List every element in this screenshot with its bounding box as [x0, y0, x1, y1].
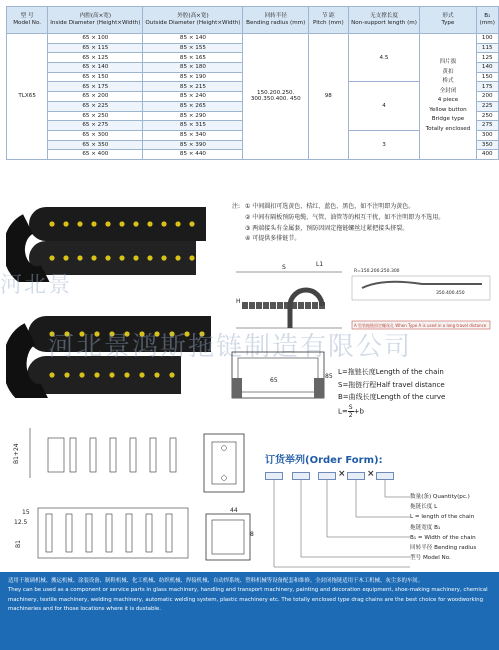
watermark-text: 河北景鸿斯拖链制造有限公司	[48, 332, 413, 362]
link-outline	[70, 438, 76, 472]
cell-outer: 85 × 155	[143, 43, 243, 53]
cell-b1: 140	[476, 63, 498, 73]
chain-link	[242, 302, 248, 309]
dim-l1: L1	[316, 261, 324, 268]
type-line: 全封闭	[439, 87, 457, 94]
notes-block	[232, 202, 494, 245]
order-line: B₁ = Width of the chain	[410, 534, 476, 541]
cell-outer: 85 × 165	[143, 53, 243, 63]
chain-button-dot	[119, 255, 124, 260]
chain-side-diagram	[232, 258, 496, 338]
order-x-1: ×	[338, 469, 346, 479]
chain-button-dot	[63, 221, 68, 226]
col-header-b1: B₁ (mm)	[476, 7, 498, 34]
cell-b1: 200	[476, 92, 498, 102]
dim-12-5: 12.5	[14, 519, 28, 526]
cell-outer: 85 × 240	[143, 92, 243, 102]
cell-outer: 85 × 390	[143, 140, 243, 150]
cell-length: 4	[348, 82, 420, 130]
cell-inner: 65 × 300	[48, 130, 143, 140]
order-box-width	[318, 472, 336, 480]
spec-table	[6, 6, 499, 160]
link-outline	[146, 514, 152, 552]
callout-red: A 型装拖链固定螺丝孔 When Type A is used in a long travel distance	[354, 323, 487, 328]
type-line: 4 piece	[437, 97, 459, 104]
cell-outer: 85 × 440	[143, 150, 243, 160]
note-item: ③ 两端接头有金属套，预防因固定拖链螺丝过紧把接头挤裂。	[245, 224, 409, 232]
bottom-view-drawing	[10, 500, 200, 570]
chain-link	[312, 302, 318, 309]
chain-button-dot	[154, 372, 159, 377]
chain-button-dot	[147, 255, 152, 260]
cell-b1: 125	[476, 53, 498, 63]
chain-link	[256, 302, 262, 309]
cell-inner: 65 × 140	[48, 63, 143, 73]
chain-button-dot	[79, 372, 84, 377]
cell-inner: 65 × 350	[48, 140, 143, 150]
chain-button-dot	[139, 372, 144, 377]
order-form-title: 订货举列(Order Form):	[265, 455, 383, 466]
chain-button-dot	[109, 372, 114, 377]
table-body	[7, 34, 499, 160]
cell-inner: 65 × 275	[48, 121, 143, 131]
cell-inner: 65 × 250	[48, 111, 143, 121]
dim-b1: B1	[15, 540, 22, 548]
legend-block	[338, 366, 494, 419]
order-leader-lines	[260, 480, 420, 572]
dim-8: 8	[250, 531, 254, 538]
top-view-drawing	[10, 418, 210, 488]
cell-b1: 100	[476, 34, 498, 44]
dim-b-24: B1+24	[13, 443, 20, 464]
note-item: ② 中间有隔板预防电缆、气管、油管等的相互干扰，如不注明即为不选用。	[245, 213, 445, 221]
chain-button-dot	[49, 372, 54, 377]
link-outline	[110, 438, 116, 472]
col-header-model: 型 号 Model No.	[7, 7, 48, 34]
table-header-row	[7, 7, 499, 34]
cell-inner: 65 × 125	[48, 53, 143, 63]
chain-button-dot	[175, 221, 180, 226]
cell-type	[420, 34, 476, 160]
legend-l: L=拖链长度Length of the chain	[338, 368, 444, 376]
end-view-drawing	[200, 506, 260, 568]
link-outline	[150, 438, 156, 472]
cell-inner: 65 × 175	[48, 82, 143, 92]
cell-length: 4.5	[348, 34, 420, 82]
legend-formula: L= $\frac{S}{2}$ +b	[338, 403, 364, 419]
callout-radius-2: 350.400.450	[436, 291, 465, 296]
dim-65: 65	[270, 377, 278, 384]
cell-inner: 65 × 225	[48, 101, 143, 111]
cell-b1: 250	[476, 111, 498, 121]
legend-s: S=拖链行程Half travel distance	[338, 380, 445, 389]
chain-button-dot	[189, 255, 194, 260]
chain-button-dot	[105, 255, 110, 260]
chain-link	[298, 302, 304, 309]
col-header-outer: 外腔(高×宽) Outside Diameter (Height×Width)	[143, 7, 243, 34]
order-line: 拖链宽度 B₁	[410, 524, 441, 531]
link-outline	[130, 438, 136, 472]
order-box-qty	[376, 472, 394, 480]
type-line: Yellow button	[429, 106, 467, 113]
dim-85: 85	[325, 373, 333, 380]
chain-link	[277, 302, 283, 309]
dim-h: H	[236, 298, 241, 305]
type-line: 黄扣	[442, 68, 454, 75]
chain-button-dot	[169, 372, 174, 377]
link-outline	[126, 514, 132, 552]
watermark-left: 河北景	[0, 273, 73, 298]
chain-link	[263, 302, 269, 309]
cell-b1: 225	[476, 101, 498, 111]
chain-button-dot	[91, 255, 96, 260]
chain-button-dot	[119, 221, 124, 226]
col-header-type: 形式 Type	[420, 7, 476, 34]
note-item: ① 中间圆扣可选黄色、桔红、蓝色、黑色，如不注明即为黄色。	[245, 203, 415, 210]
cell-pitch: 98	[308, 34, 348, 160]
type-line: Bridge type	[431, 116, 465, 123]
cell-outer: 85 × 315	[143, 121, 243, 131]
dim-44: 44	[230, 507, 238, 514]
col-header-radius: 回转半径 Bending radius (mm)	[243, 7, 308, 34]
chain-button-dot	[124, 372, 129, 377]
chain-button-dot	[161, 255, 166, 260]
chain-button-dot	[49, 221, 54, 226]
callout-radius-1: R=150.200.250.300	[354, 269, 400, 274]
chain-button-dot	[49, 255, 54, 260]
col-header-pitch: 节 距 Pitch (mm)	[308, 7, 348, 34]
col-header-inner: 内腔(高×宽) Inside Diameter (Height×Width)	[48, 7, 143, 34]
order-line: 型号 Model No.	[410, 555, 451, 562]
cell-outer: 85 × 140	[143, 34, 243, 44]
cell-outer: 85 × 215	[143, 82, 243, 92]
cell-radius: 150.200.250. 300.350.400. 450	[243, 34, 308, 160]
link-outline	[166, 514, 172, 552]
dim-s: S	[282, 264, 286, 271]
chain-button-dot	[94, 372, 99, 377]
link-outline	[86, 514, 92, 552]
cell-b1: 175	[476, 82, 498, 92]
link-outline	[46, 514, 52, 552]
chain-button-dot	[64, 372, 69, 377]
chain-button-dot	[91, 221, 96, 226]
chain-button-dot	[133, 255, 138, 260]
order-box-radius	[292, 472, 310, 480]
cell-b1: 400	[476, 150, 498, 160]
cell-outer: 85 × 290	[143, 111, 243, 121]
chain-link	[305, 302, 311, 309]
order-x-2: ×	[367, 469, 375, 479]
cell-b1: 115	[476, 43, 498, 53]
notes-label: 注:	[232, 203, 241, 210]
front-view-drawing	[198, 430, 258, 498]
chain-button-dot	[77, 221, 82, 226]
link-outline	[170, 438, 176, 472]
chain-button-dot	[189, 221, 194, 226]
order-line: 拖链长度 L	[410, 504, 438, 511]
cell-outer: 85 × 340	[143, 130, 243, 140]
chain-button-dot	[161, 221, 166, 226]
cell-b1: 275	[476, 121, 498, 131]
cell-outer: 85 × 265	[143, 101, 243, 111]
chain-button-dot	[77, 255, 82, 260]
banner-en: They can be used as a component or service parts in glass machinery, handling and transport machinery, painting and decoration equipment, shoe-making machinery, chemical machinery, textile machinery, welding machinery, automatic welding system, plastic machinery etc. The totally enclosed type drag chains are the best choice for woodworking machineries and for those locations where it is dustable.	[8, 587, 488, 612]
chain-link	[270, 302, 276, 309]
cell-inner: 65 × 150	[48, 72, 143, 82]
legend-b: B=曲线长度Length of the curve	[338, 393, 446, 401]
dim-15: 15	[22, 509, 30, 516]
chain-button-dot	[63, 255, 68, 260]
table-row	[7, 34, 499, 44]
order-box-model	[265, 472, 283, 480]
order-line: 数量(条) Quantity(pc.)	[410, 494, 470, 500]
cell-outer: 85 × 190	[143, 72, 243, 82]
chain-button-dot	[175, 255, 180, 260]
cell-inner: 65 × 200	[48, 92, 143, 102]
cell-inner: 65 × 100	[48, 34, 143, 44]
link-outline	[106, 514, 112, 552]
cell-length: 3	[348, 130, 420, 159]
cell-b1: 300	[476, 130, 498, 140]
order-line: 回转半径 Bending radius	[410, 545, 477, 552]
cell-b1: 150	[476, 72, 498, 82]
cell-outer: 85 × 180	[143, 63, 243, 73]
banner-cn: 适用于玻璃机械、搬运机械、涂装设备、制鞋机械、化工机械、纺织机械、焊接机械、自动焊系统、塑料机械等设备配套和维修。全封闭拖链适用于木工机械、灰尘多的车间。	[8, 578, 424, 584]
cell-inner: 65 × 115	[48, 43, 143, 53]
order-box-length	[347, 472, 365, 480]
order-legend	[410, 492, 499, 563]
link-outline	[90, 438, 96, 472]
application-banner	[0, 572, 499, 650]
col-header-length: 无支撑长度 Non-support length (m)	[348, 7, 420, 34]
chain-button-dot	[105, 221, 110, 226]
chain-button-dot	[133, 221, 138, 226]
order-line: L = length of the chain	[410, 514, 475, 521]
type-line: 桥式	[442, 78, 454, 85]
cell-inner: 65 × 400	[48, 150, 143, 160]
link-outline	[66, 514, 72, 552]
chain-link	[249, 302, 255, 309]
cross-section-diagram	[224, 348, 334, 406]
type-line: 四片拔	[439, 59, 457, 66]
note-item: ④ 可提供多排链节。	[245, 235, 301, 243]
type-line: Totally enclosed	[425, 125, 471, 132]
cell-b1: 350	[476, 140, 498, 150]
chain-button-dot	[147, 221, 152, 226]
cell-model: TLX65	[7, 34, 48, 160]
